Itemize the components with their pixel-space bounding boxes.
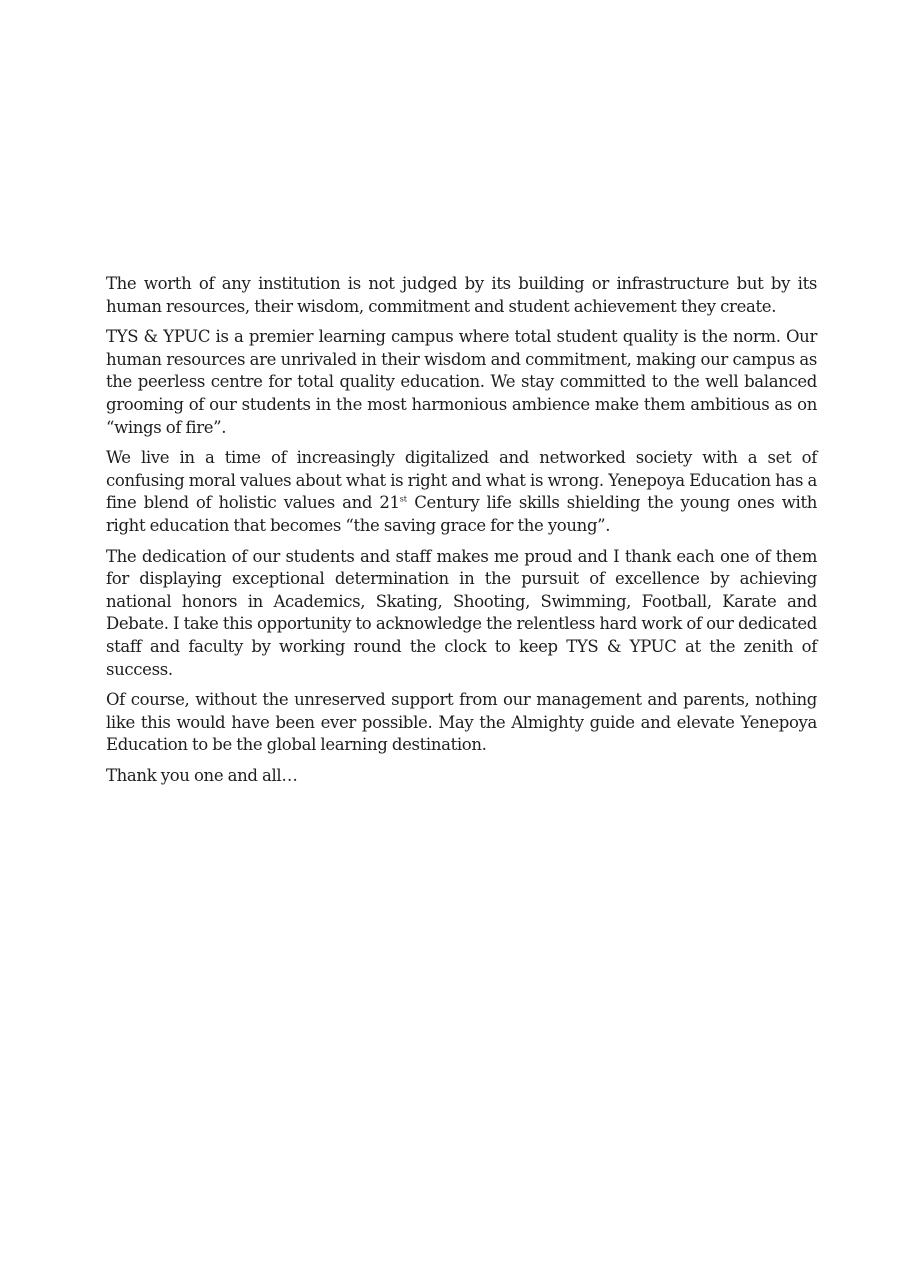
paragraph-digitalized-society-text-start: We live in a time of increasingly digitalized and networked society with a set of confusing moral values about what is right and what is wrong. Yenepoya Education has a fine blend of holistic values and 21 (106, 448, 817, 513)
letter-body (106, 273, 817, 795)
closing-line: Thank you one and all… (106, 765, 298, 785)
paragraph-dedication: The dedication of our students and staff makes me proud and I thank each one of them for displaying exceptional determination in the pursuit of excellence by achieving national honors in Academics, Skating, Shooting, Swimming, Football, Karate and Debate. I take this opportunity to acknowledge the relentless hard work of our dedicated staff and faculty by working round the clock to keep TYS & YPUC at the zenith of success. (106, 546, 817, 679)
paragraph-premier-campus: TYS & YPUC is a premier learning campus where total student quality is the norm. Our human resources are unrivaled in their wisdom and commitment, making our campus as the peerless centre for total quality education. We stay committed to the well balanced grooming of our students in the most harmonious ambience make them ambitious as on “wings of fire”. (106, 327, 817, 437)
paragraph-support: Of course, without the unreserved support from our management and parents, nothing like this would have been ever possible. May the Almighty guide and elevate Yenepoya Education to be the global learning destination. (106, 690, 817, 755)
paragraph-digitalized-society (106, 447, 817, 537)
paragraph-digitalized-society-text-end: Century life skills shielding the young ones with right education that becomes “the saving grace for the young”. (106, 493, 817, 535)
ordinal-superscript: st (399, 494, 408, 504)
paragraph-worth-of-institution: The worth of any institution is not judged by its building or infrastructure but by its human resources, their wisdom, commitment and student achievement they create. (106, 274, 817, 316)
